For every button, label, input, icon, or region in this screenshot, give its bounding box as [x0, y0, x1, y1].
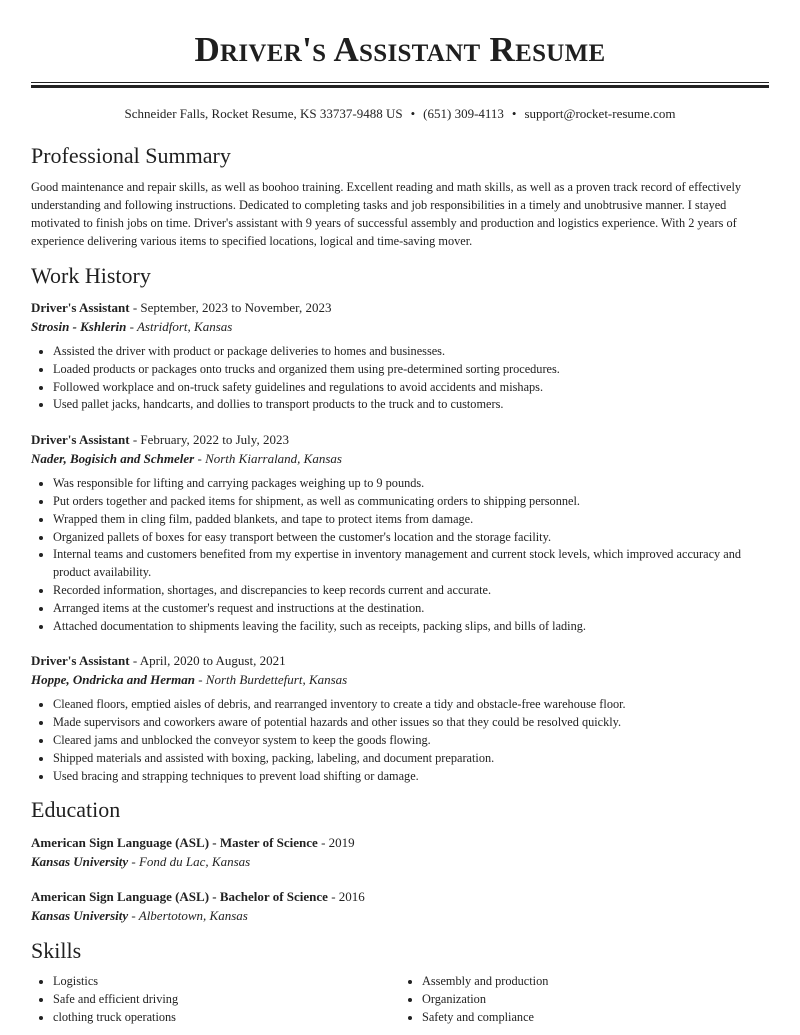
contact-separator: •	[511, 106, 517, 121]
employer-line	[31, 670, 769, 689]
skill-item: • Logistics	[53, 972, 400, 990]
list-item: • Internal teams and customers benefited from my expertise in inventory management and current stock levels, which improved accuracy and product availability.	[53, 546, 769, 582]
job-dates: - April, 2020 to August, 2021	[129, 653, 286, 669]
contact-address: Schneider Falls, Rocket Resume, KS 33737-9488 US	[124, 106, 403, 121]
contact-email: support@rocket-resume.com	[524, 106, 676, 121]
employer-line	[31, 317, 769, 336]
education-entry	[31, 887, 769, 925]
list-item: • Cleaned floors, emptied aisles of debris, and rearranged inventory to create a tidy and obstacle-free warehouse floor.	[53, 696, 769, 714]
job-title-line	[31, 430, 769, 449]
divider-thick	[31, 85, 769, 88]
list-item: • Loaded products or packages onto trucks and organized them using pre-determined sorting procedures.	[53, 361, 769, 379]
list-item: • Was responsible for lifting and carrying packages weighing up to 9 pounds.	[53, 475, 769, 493]
job-duties-list	[31, 475, 769, 635]
list-item: • Made supervisors and coworkers aware of potential hazards and other issues so that they could be resolved quickly.	[53, 714, 769, 732]
employer-location: - Astridfort, Kansas	[126, 319, 233, 334]
education-entry	[31, 833, 769, 871]
employer-location: - North Burdettefurt, Kansas	[194, 672, 348, 688]
employer-location: - North Kiarraland, Kansas	[194, 451, 342, 467]
job-title: Driver's Assistant	[31, 432, 130, 448]
contact-separator: •	[410, 106, 416, 121]
job-dates: - February, 2022 to July, 2023	[129, 432, 289, 448]
list-item: • Shipped materials and assisted with boxing, packing, labeling, and document preparation.	[53, 750, 769, 768]
list-item: • Used pallet jacks, handcarts, and dollies to transport products to the truck and to customers.	[53, 396, 769, 414]
list-item: • Used bracing and strapping techniques to prevent load shifting or damage.	[53, 768, 769, 786]
degree-line	[31, 833, 769, 852]
degree-year: - 2016	[327, 889, 365, 905]
school-line	[31, 906, 769, 925]
skill-item: • clothing truck operations	[53, 1008, 400, 1026]
contact-line	[31, 105, 769, 123]
skill-item: • Assembly and production	[422, 972, 769, 990]
school-line	[31, 852, 769, 871]
job-entry	[31, 430, 769, 635]
education-heading: Education	[31, 797, 121, 823]
skills-section	[31, 938, 769, 1026]
job-title-line	[31, 651, 769, 670]
work-history-section	[31, 263, 769, 785]
job-duties-list	[31, 343, 769, 414]
school-name: Kansas University	[31, 854, 129, 870]
employer-line	[31, 449, 769, 468]
education-section	[31, 797, 769, 925]
skills-list-right	[400, 972, 769, 1026]
skills-columns	[31, 972, 769, 1026]
list-item: • Followed workplace and on-truck safety guidelines and regulations to avoid accidents and mishaps.	[53, 379, 769, 397]
school-name: Kansas University	[31, 908, 129, 924]
summary-section	[31, 143, 769, 250]
skill-item: • Safe and efficient driving	[53, 990, 400, 1008]
title-divider	[31, 82, 769, 88]
job-entry	[31, 298, 769, 414]
degree-year: - 2019	[317, 835, 355, 851]
employer-name: Hoppe, Ondricka and Herman	[31, 672, 195, 688]
skills-list-left	[31, 972, 400, 1026]
skills-heading: Skills	[31, 938, 82, 964]
list-item: • Arranged items at the customer's request and instructions at the destination.	[53, 600, 769, 618]
degree-line	[31, 887, 769, 906]
job-entry	[31, 651, 769, 785]
list-item: • Recorded information, shortages, and discrepancies to keep records current and accurate.	[53, 582, 769, 600]
list-item: • Organized pallets of boxes for easy transport between the customer's location and the storage facility.	[53, 529, 769, 547]
resume-title: Driver's Assistant Resume	[194, 30, 606, 69]
list-item: • Attached documentation to shipments leaving the facility, such as receipts, packing slips, and bills of lading.	[53, 618, 769, 636]
skill-item: • Safety and compliance	[422, 1008, 769, 1026]
summary-text: Good maintenance and repair skills, as well as boohoo training. Excellent reading and math skills, as well as a proven track record of effectively understanding and following instructions. Dedicated to completing tasks and job responsibilities in a timely and unobtrusive manner. I stayed motivated to finish jobs on time. Driver's assistant with 9 years of successful assembly and production and logistics experience. With 2 years of experience delivering various items to specified locations, logical and time-saving mover.	[31, 180, 742, 248]
job-duties-list	[31, 696, 769, 785]
employer-name: Strosin - Kshlerin	[31, 319, 127, 334]
degree-name: American Sign Language (ASL) - Bachelor of Science	[31, 889, 328, 905]
list-item: • Put orders together and packed items for shipment, as well as communicating orders to shipping personnel.	[53, 493, 769, 511]
job-title: Driver's Assistant	[31, 300, 130, 315]
school-location: - Fond du Lac, Kansas	[128, 854, 251, 870]
job-title-line	[31, 298, 769, 317]
list-item: • Assisted the driver with product or package deliveries to homes and businesses.	[53, 343, 769, 361]
summary-heading: Professional Summary	[31, 143, 231, 168]
degree-name: American Sign Language (ASL) - Master of Science	[31, 835, 318, 851]
job-dates: - September, 2023 to November, 2023	[129, 300, 332, 315]
skill-item: • Organization	[422, 990, 769, 1008]
job-title: Driver's Assistant	[31, 653, 130, 669]
work-history-heading: Work History	[31, 263, 151, 288]
list-item: • Cleared jams and unblocked the conveyor system to keep the goods flowing.	[53, 732, 769, 750]
divider-thin	[31, 82, 769, 83]
employer-name: Nader, Bogisich and Schmeler	[31, 451, 195, 467]
school-location: - Albertotown, Kansas	[128, 908, 248, 924]
list-item: • Wrapped them in cling film, padded blankets, and tape to protect items from damage.	[53, 511, 769, 529]
contact-phone: (651) 309-4113	[423, 106, 504, 121]
